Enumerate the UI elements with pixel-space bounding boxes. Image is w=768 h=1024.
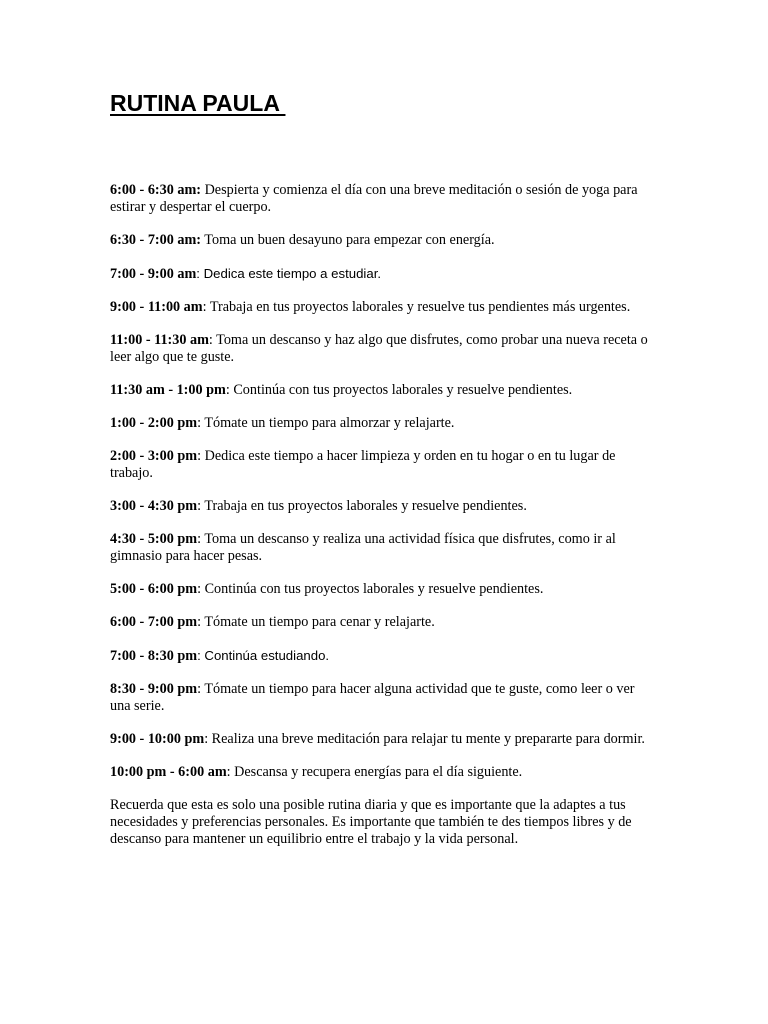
entry-text: : Continúa con tus proyectos laborales y resuelve pendientes. — [225, 382, 573, 398]
entry-text: Despierta y comienza el día con una breve meditación o sesión de yoga para estirar y despertar el cuerpo. — [110, 182, 638, 215]
entry-time: 10:00 pm - 6:00 am — [110, 764, 227, 780]
entry-text: : Toma un descanso y haz algo que disfrutes, como probar una nueva receta o leer algo que te guste. — [110, 332, 648, 365]
entry-time: 7:00 - 8:30 pm — [110, 648, 198, 664]
schedule-entry — [110, 299, 658, 316]
entry-text: : Trabaja en tus proyectos laborales y resuelve pendientes. — [197, 498, 527, 514]
entry-text: : Continúa con tus proyectos laborales y resuelve pendientes. — [197, 581, 544, 597]
entry-time: 11:30 am - 1:00 pm — [110, 382, 226, 398]
schedule-entry — [110, 647, 658, 665]
schedule-entry — [110, 232, 658, 249]
entry-time: 4:30 - 5:00 pm — [110, 531, 198, 547]
schedule-entry — [110, 265, 658, 283]
schedule-entry — [110, 531, 658, 565]
schedule-entry — [110, 731, 658, 748]
entry-text: : Descansa y recupera energías para el día siguiente. — [226, 764, 523, 780]
entry-text: : Tómate un tiempo para hacer alguna actividad que te guste, como leer o ver una serie. — [110, 681, 635, 714]
entry-time: 6:00 - 6:30 am: — [110, 182, 202, 198]
entry-time: 9:00 - 10:00 pm — [110, 731, 205, 747]
entry-text: : Toma un descanso y realiza una actividad física que disfrutes, como ir al gimnasio para hacer pesas. — [110, 531, 616, 564]
entry-time: 3:00 - 4:30 pm — [110, 498, 198, 514]
schedule-entry — [110, 581, 658, 598]
schedule-list — [110, 182, 658, 848]
entry-time: 5:00 - 6:00 pm — [110, 581, 198, 597]
entry-time: 9:00 - 11:00 am — [110, 299, 203, 315]
schedule-entry — [110, 681, 658, 715]
entry-text: : Dedica este tiempo a estudiar. — [196, 266, 382, 281]
entry-time: 8:30 - 9:00 pm — [110, 681, 198, 697]
entry-text: : Continúa estudiando. — [197, 648, 330, 663]
schedule-entry — [110, 182, 658, 216]
schedule-entry — [110, 498, 658, 515]
entry-text: : Realiza una breve meditación para relajar tu mente y prepararte para dormir. — [204, 731, 645, 747]
entry-text: : Trabaja en tus proyectos laborales y resuelve tus pendientes más urgentes. — [202, 299, 631, 315]
entry-text: Toma un buen desayuno para empezar con energía. — [201, 232, 495, 248]
schedule-entry — [110, 764, 658, 781]
schedule-entry — [110, 448, 658, 482]
entry-text: : Tómate un tiempo para cenar y relajarte. — [197, 614, 435, 630]
entry-text: : Tómate un tiempo para almorzar y relajarte. — [197, 415, 455, 431]
entry-time: 1:00 - 2:00 pm — [110, 415, 198, 431]
closing-paragraph: Recuerda que esta es solo una posible rutina diaria y que es importante que la adaptes a tus necesidades y preferencias personales. Es importante que también te des tiempos libres y de descanso para mantener un equilibrio entre el trabajo y la vida personal. — [110, 797, 632, 847]
schedule-entry — [110, 332, 658, 366]
schedule-entry — [110, 614, 658, 631]
entry-time: 11:00 - 11:30 am — [110, 332, 209, 348]
entry-time: 6:30 - 7:00 am: — [110, 232, 202, 248]
entry-text: : Dedica este tiempo a hacer limpieza y orden en tu hogar o en tu lugar de trabajo. — [110, 448, 616, 481]
schedule-entry — [110, 382, 658, 399]
document-title: RUTINA PAULA — [110, 90, 286, 116]
entry-time: 6:00 - 7:00 pm — [110, 614, 198, 630]
entry-time: 2:00 - 3:00 pm — [110, 448, 198, 464]
entry-time: 7:00 - 9:00 am — [110, 266, 197, 282]
schedule-entry — [110, 415, 658, 432]
